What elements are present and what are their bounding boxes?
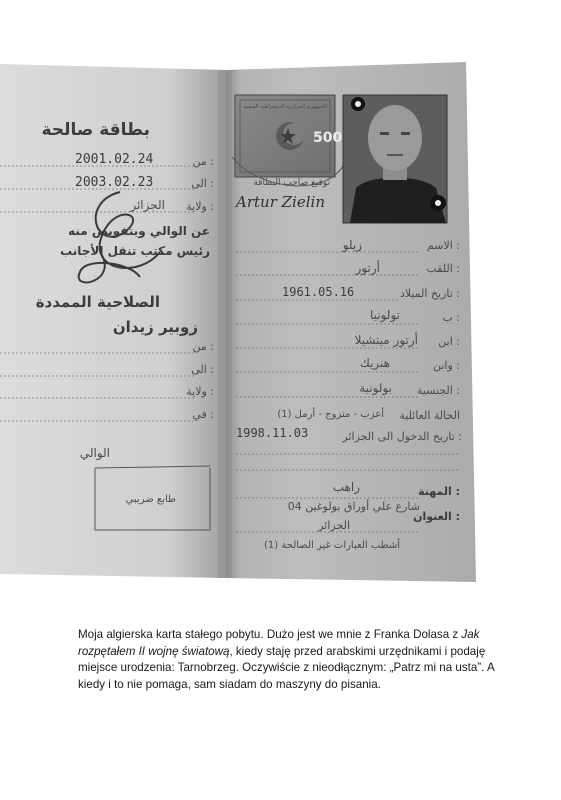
footnote: (1) أشطب العبارات غير الصالحة [264,540,400,551]
governor-label: الوالي [79,446,110,460]
field-label-name: الاسم : [426,239,460,252]
card-title: بطاقة صالحة [41,120,150,140]
field-value-name: زيلو [342,238,362,252]
tax-stamp-value: 500 [313,130,343,146]
field-value-mother: هنريك [359,356,390,370]
caption-part-2: , kiedy staję przed arabskimi urzędnikami i podaję miejsce urodzenia: Tarnobrzeg. Oczywiście z nieodłącznym: „Patrz mi na usta”. A kiedy i to nie pomaga, sam siadam do maszyny do pisania. [78,644,495,691]
photo-caption [78,627,508,693]
field-value-nationality: بولونية [359,381,392,395]
field-label-birthplace: ب : [442,311,460,324]
residence-card-photo [0,62,476,590]
ext-province-label: ولاية : [186,385,214,398]
field-value-address-city: الجزائر [318,519,350,532]
authority-line-2: رئيس مكتب تنقل الأجانب [60,244,210,258]
field-label-marital: الحالة العائلية [399,409,460,422]
province-label: ولاية : [186,200,214,213]
to-label: الى : [191,177,214,190]
extended-validity-title: الصلاحية الممددة [35,293,160,311]
field-label-birthdate: تاريخ الميلاد : [399,287,460,300]
caption-part-1: Moja algierska karta stałego pobytu. Dużo jest we mnie z Franka Dolasa z [78,628,462,641]
field-label-surname: اللقب : [426,262,460,275]
ext-from-label: من : [192,340,214,353]
field-value-marital: أعزب - متزوج - أرمل (1) [277,409,384,420]
officer-name: زوبير زيدان [112,318,198,336]
tax-stamp-box-label: طابع ضريبي [125,494,176,505]
field-label-entry-date: تاريخ الدخول الى الجزائر : [342,430,462,443]
field-label-nationality: الجنسية : [416,384,460,397]
ext-in-label: في : [192,408,214,421]
field-label-father: ابن : [438,335,460,348]
field-value-entry-date: 1998.11.03 [236,426,309,440]
authority-line-1: عن الوالي وبتفويض منه [68,224,210,238]
field-value-address: 04 شارع علي أوراق بولوغين [287,500,420,513]
tax-stamp-header: الجمهورية الجزائرية الديمقراطية الشعبية [243,104,327,110]
field-label-mother: وابن : [432,359,460,372]
field-label-profession: المهنة : [418,485,460,498]
holder-signature-label: توقيع صاحب البطاقة [253,178,330,188]
field-value-birthdate: 1961.05.16 [282,285,355,299]
field-label-address: العنوان : [413,510,460,523]
ext-to-label: الى : [191,363,214,376]
field-value-profession: راهب [332,480,360,494]
caption-book-title: Jak rozpętałem II wojnę światową [78,628,480,658]
from-label: من : [192,155,214,168]
field-value-surname: أرتور [355,261,380,275]
to-value: 2003.02.23 [75,175,154,190]
holder-signature: Artur Zielin [236,193,325,211]
field-value-father: أرتور ميتشيلا [354,333,418,347]
province-value: الجزائر [130,198,165,212]
holder-photo [343,95,447,223]
tax-stamp [232,95,345,186]
from-value: 2001.02.24 [75,152,154,167]
field-value-birthplace: تولونيا [369,308,400,322]
